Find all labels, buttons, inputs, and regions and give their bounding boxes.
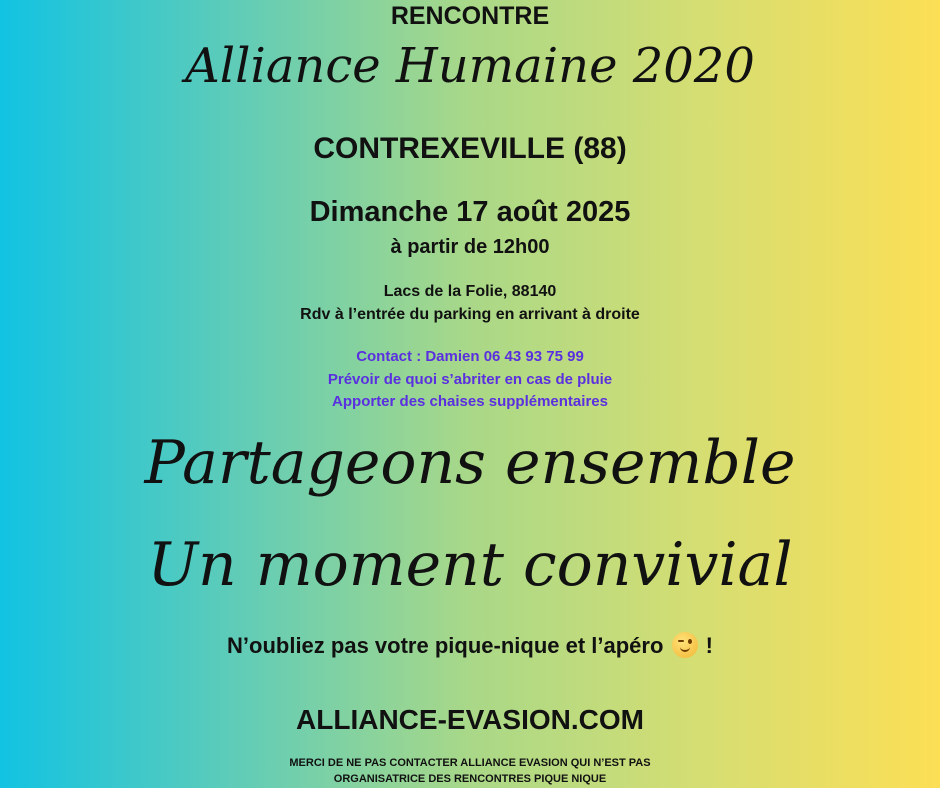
chairs-note: Apporter des chaises supplémentaires bbox=[332, 393, 608, 410]
event-time: à partir de 12h00 bbox=[390, 236, 550, 258]
reminder-text: N’oubliez pas votre pique-nique et l’apéro bbox=[227, 633, 664, 658]
disclaimer-line-2: ORGANISATRICE DES RENCONTRES PIQUE NIQUE bbox=[333, 773, 607, 785]
winking-face-icon bbox=[672, 632, 698, 658]
tagline-line-1: Partageons ensemble bbox=[144, 428, 796, 498]
location-title: CONTREXEVILLE (88) bbox=[313, 132, 627, 165]
tagline-line-2: Un moment convivial bbox=[147, 530, 793, 600]
reminder-line bbox=[0, 632, 940, 659]
rain-note: Prévoir de quoi s’abriter en cas de pluie bbox=[327, 371, 613, 388]
website-text: ALLIANCE-EVASION.COM bbox=[296, 704, 644, 735]
address-line-2: Rdv à l’entrée du parking en arrivant à droite bbox=[300, 306, 640, 323]
event-date: Dimanche 17 août 2025 bbox=[309, 196, 631, 228]
contact-note: Contact : Damien 06 43 93 75 99 bbox=[356, 348, 584, 365]
reminder-end: ! bbox=[705, 633, 713, 658]
address-line-1: Lacs de la Folie, 88140 bbox=[383, 283, 557, 300]
event-title: Alliance Humaine 2020 bbox=[185, 38, 755, 94]
kicker-heading: RENCONTRE bbox=[390, 2, 550, 30]
disclaimer-line-1: MERCI DE NE PAS CONTACTER ALLIANCE EVASION QUI N’EST PAS bbox=[289, 757, 651, 769]
